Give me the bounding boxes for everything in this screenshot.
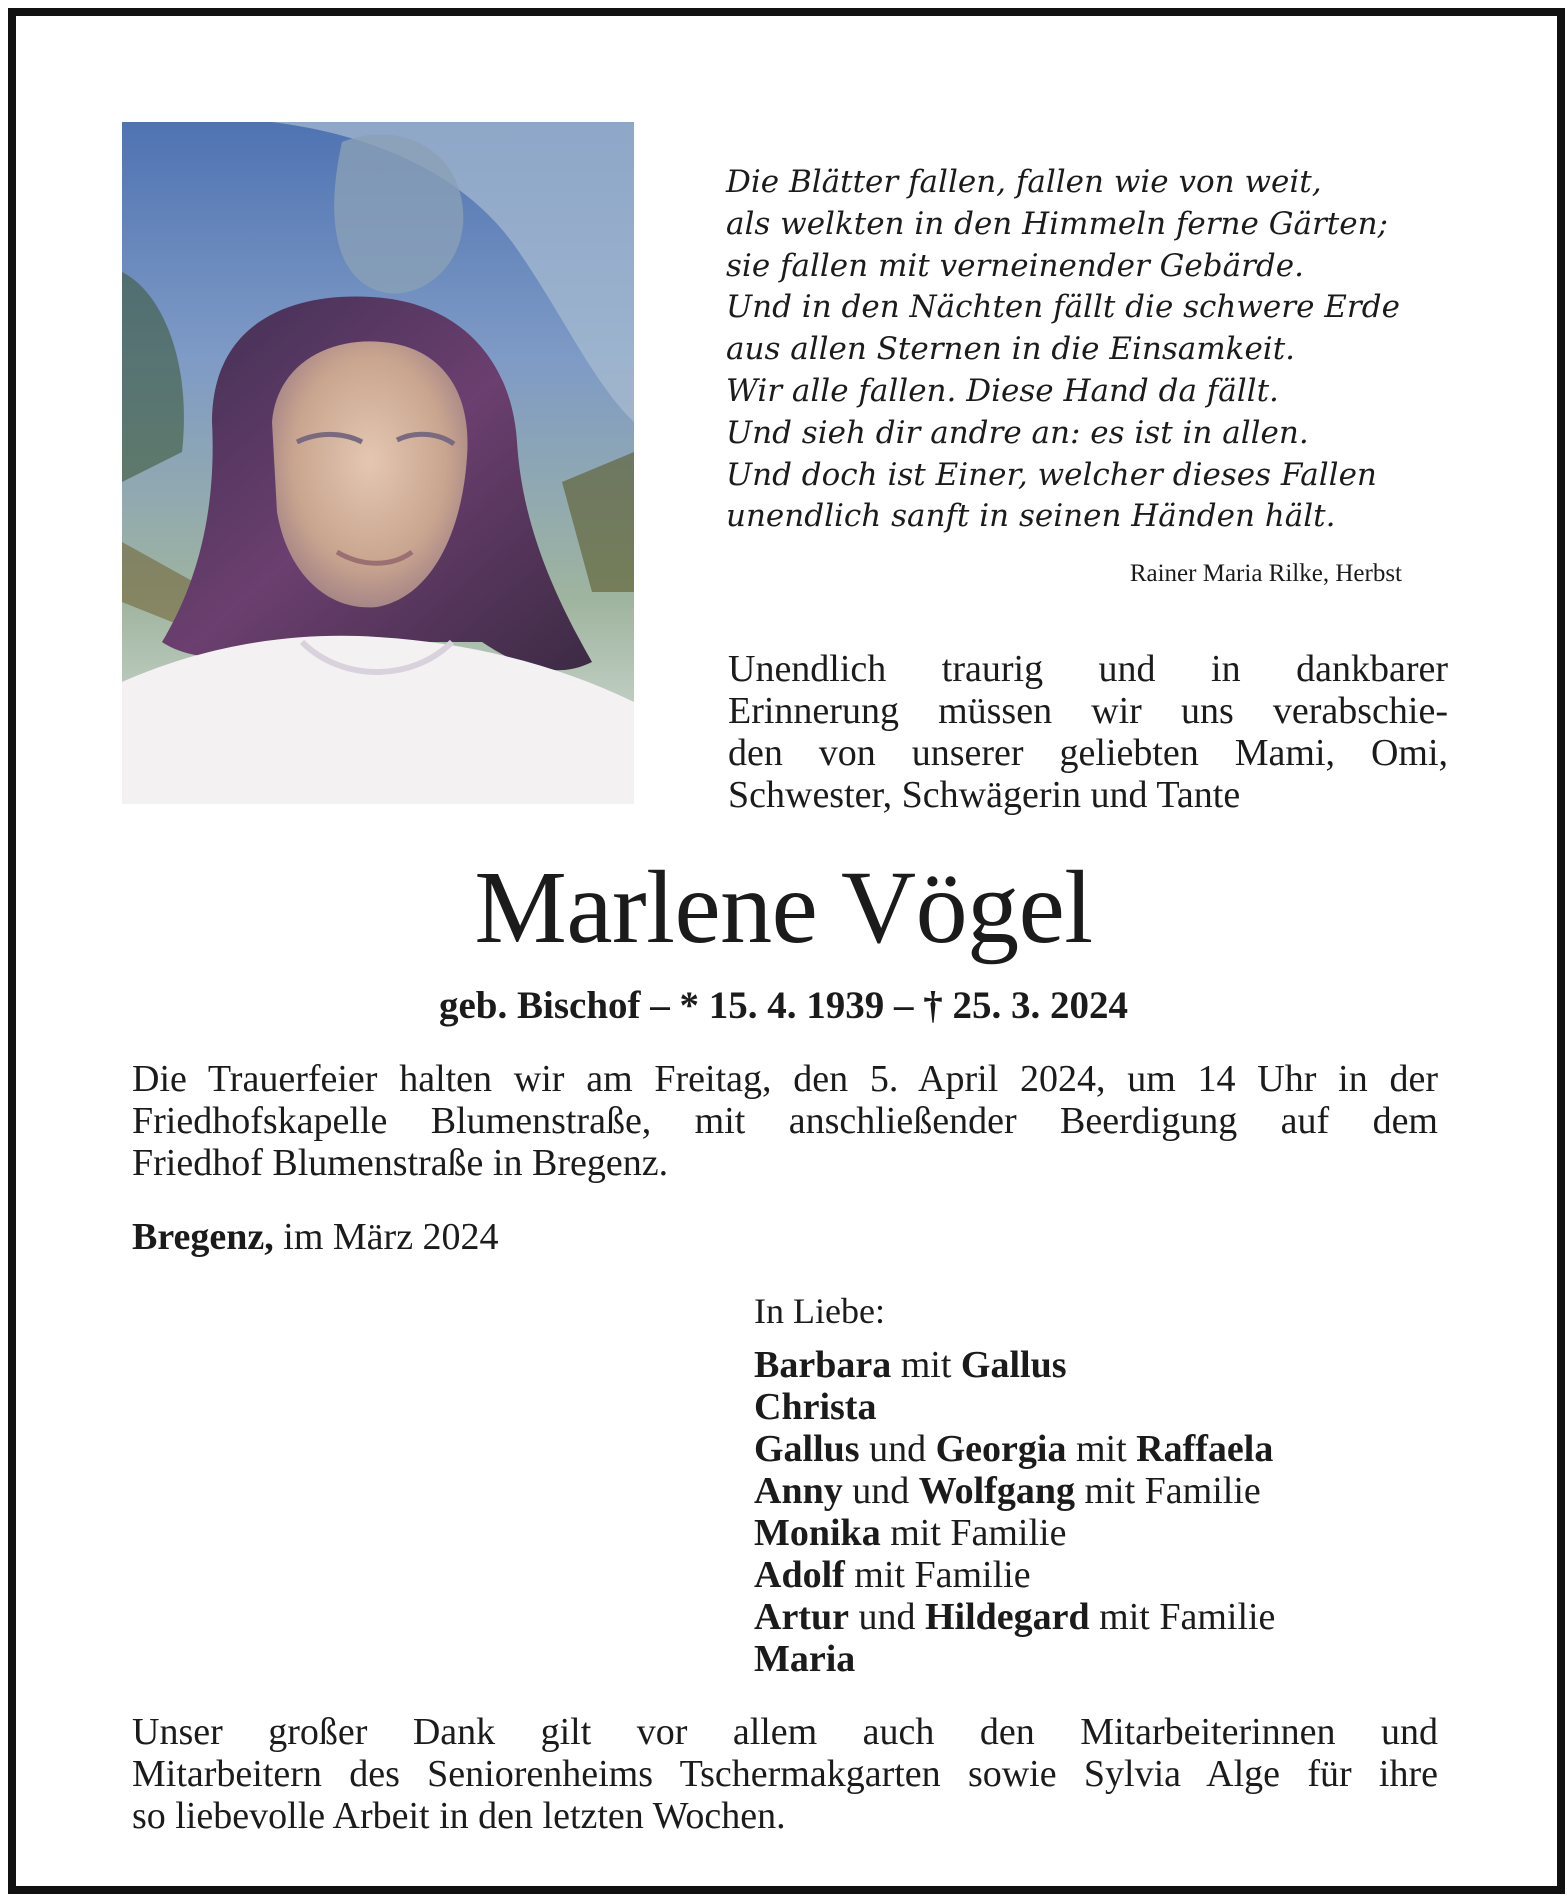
poem-line: sie fallen mit verneinender Gebärde.	[726, 247, 1304, 284]
mourner-row	[754, 1554, 1454, 1596]
thanks-line: Unser großer Dank gilt vor allem auch den Mitarbeiterinnen und	[132, 1711, 1438, 1753]
mourner-row	[754, 1344, 1454, 1386]
deceased-dates: geb. Bischof – * 15. 4. 1939 – † 25. 3. 2024	[438, 984, 1128, 1027]
poem	[726, 162, 1446, 538]
poem-line: Wir alle fallen. Diese Hand da fällt.	[726, 372, 1279, 409]
portrait-photo-icon	[122, 122, 634, 804]
mourner-row	[754, 1596, 1454, 1638]
mourner-name: Barbara	[754, 1344, 892, 1386]
thanks-line: Mitarbeitern des Seniorenheims Tschermakgarten sowie Sylvia Alge für ihre	[132, 1753, 1438, 1795]
mourner-name: Georgia	[935, 1428, 1067, 1470]
mourner-row	[754, 1512, 1454, 1554]
intro-line: Erinnerung müssen wir uns verabschie-	[728, 690, 1448, 732]
mourner-row	[754, 1470, 1454, 1512]
mourner-name: Christa	[754, 1386, 877, 1428]
mourner-name: Artur	[754, 1596, 849, 1638]
thanks-paragraph	[132, 1711, 1438, 1837]
mourner-connector: und	[848, 1596, 925, 1638]
intro-line: den von unserer geliebten Mami, Omi,	[728, 732, 1448, 774]
mourner-row	[754, 1638, 1454, 1680]
intro-line: Unendlich traurig und in dankbarer	[728, 648, 1448, 690]
mourners-list	[754, 1344, 1454, 1680]
poem-line: aus allen Sternen in die Einsamkeit.	[726, 331, 1296, 368]
mourner-name: Anny	[754, 1470, 843, 1512]
intro-line: Schwester, Schwägerin und Tante	[728, 774, 1241, 816]
mourner-connector: mit	[891, 1344, 961, 1386]
poem-credit: Rainer Maria Rilke, Herbst	[1129, 560, 1402, 587]
ceremony-line: Friedhofskapelle Blumenstraße, mit anschließender Beerdigung auf dem	[132, 1100, 1438, 1142]
mourner-name: Wolfgang	[918, 1470, 1075, 1512]
ceremony-line: Die Trauerfeier halten wir am Freitag, den 5. April 2024, um 14 Uhr in der	[132, 1058, 1438, 1100]
mourner-connector: mit Familie	[880, 1512, 1067, 1554]
poem-line: Und in den Nächten fällt die schwere Erde	[726, 289, 1400, 326]
ceremony-paragraph	[132, 1058, 1438, 1184]
intro-paragraph	[728, 648, 1448, 816]
thanks-line: so liebevolle Arbeit in den letzten Wochen.	[132, 1795, 786, 1837]
mourner-row	[754, 1386, 1454, 1428]
deceased-name: Marlene Vögel	[474, 850, 1093, 965]
poem-line: Und doch ist Einer, welcher dieses Fallen	[726, 456, 1377, 493]
mourner-name: Gallus	[754, 1428, 860, 1470]
poem-line: Die Blätter fallen, fallen wie von weit,	[726, 164, 1322, 200]
mourners-heading: In Liebe:	[754, 1291, 885, 1331]
mourner-name: Hildegard	[924, 1596, 1090, 1638]
poem-line: Und sieh dir andre an: es ist in allen.	[726, 414, 1309, 451]
mourner-name: Maria	[754, 1638, 856, 1680]
poem-line: als welkten in den Himmeln ferne Gärten;	[726, 205, 1389, 242]
mourner-connector: mit Familie	[1089, 1596, 1276, 1638]
mourner-connector: mit Familie	[1074, 1470, 1261, 1512]
place-city: Bregenz,	[132, 1216, 274, 1258]
portrait-photo	[122, 122, 634, 804]
mourner-name: Gallus	[960, 1344, 1067, 1386]
mourner-name: Adolf	[754, 1554, 845, 1596]
mourner-connector: und	[859, 1428, 936, 1470]
mourner-row	[754, 1428, 1454, 1470]
mourner-name: Raffaela	[1136, 1428, 1274, 1470]
ceremony-line: Friedhof Blumenstraße in Bregenz.	[132, 1142, 669, 1184]
mourner-connector: und	[842, 1470, 919, 1512]
place-month: im März 2024	[283, 1216, 499, 1258]
mourner-name: Monika	[754, 1512, 881, 1554]
mourner-connector: mit	[1066, 1428, 1137, 1470]
place-date	[132, 1216, 1032, 1258]
mourner-connector: mit Familie	[844, 1554, 1031, 1596]
poem-line: unendlich sanft in seinen Händen hält.	[726, 498, 1336, 535]
